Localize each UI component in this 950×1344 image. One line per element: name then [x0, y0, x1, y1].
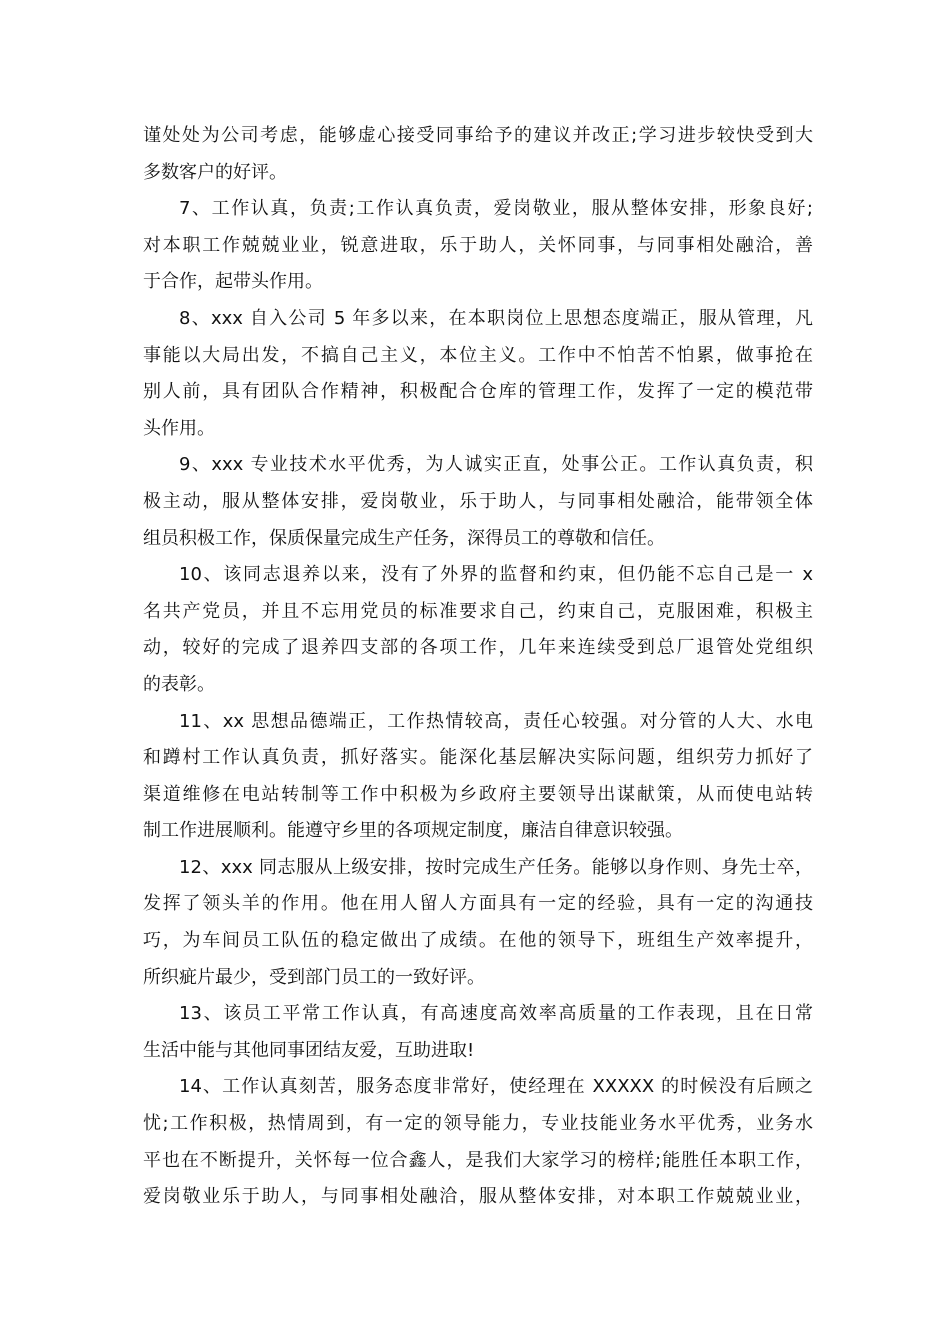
text-line: 巧，为车间员工队伍的稳定做出了成绩。在他的领导下，班组生产效率提升，	[143, 930, 813, 952]
paragraph-first-line: 12、xxx 同志服从上级安排，按时完成生产任务。能够以身作则、身先士卒，	[179, 856, 813, 878]
document-body	[143, 118, 813, 1216]
text-line: 事能以大局出发，不搞自己主义，本位主义。工作中不怕苦不怕累，做事抢在	[143, 344, 813, 366]
text-line: 极主动，服从整体安排，爱岗敬业，乐于助人，与同事相处融洽，能带领全体	[143, 490, 813, 512]
paragraph-first-line: 13、该员工平常工作认真，有高速度高效率高质量的工作表现，且在日常	[179, 1003, 813, 1025]
paragraph-first-line: 7、工作认真，负责;工作认真负责，爱岗敬业，服从整体安排，形象良好;	[179, 198, 813, 220]
paragraph-first-line: 11、xx 思想品德端正，工作热情较高，责任心较强。对分管的人大、水电	[179, 710, 813, 732]
text-line: 名共产党员，并且不忘用党员的标准要求自己，约束自己，克服困难，积极主	[143, 600, 813, 622]
text-line: 于合作，起带头作用。	[143, 271, 323, 293]
text-line: 对本职工作兢兢业业，锐意进取，乐于助人，关怀同事，与同事相处融洽，善	[143, 234, 813, 256]
text-line: 的表彰。	[143, 673, 215, 695]
text-line: 别人前，具有团队合作精神，积极配合仓库的管理工作，发挥了一定的模范带	[143, 381, 813, 403]
text-line: 爱岗敬业乐于助人，与同事相处融洽，服从整体安排，对本职工作兢兢业业，	[143, 1186, 813, 1208]
paragraph-first-line: 9、xxx 专业技术水平优秀，为人诚实正直，处事公正。工作认真负责，积	[179, 454, 813, 476]
text-line: 谨处处为公司考虑，能够虚心接受同事给予的建议并改正;学习进步较快受到大	[143, 125, 813, 146]
text-line: 动，较好的完成了退养四支部的各项工作，几年来连续受到总厂退管处党组织	[143, 637, 813, 659]
text-line: 忧;工作积极，热情周到，有一定的领导能力，专业技能业务水平优秀，业务水	[143, 1113, 813, 1135]
paragraph-first-line: 10、该同志退养以来，没有了外界的监督和约束，但仍能不忘自己是一 x	[179, 564, 813, 586]
text-line: 和蹲村工作认真负责，抓好落实。能深化基层解决实际问题，组织劳力抓好了	[143, 747, 813, 769]
text-line: 组员积极工作，保质保量完成生产任务，深得员工的尊敬和信任。	[143, 527, 665, 549]
paragraph-first-line: 8、xxx 自入公司 5 年多以来，在本职岗位上思想态度端正，服从管理，凡	[179, 307, 813, 329]
text-line: 所织疵片最少，受到部门员工的一致好评。	[143, 966, 485, 988]
text-line: 制工作进展顺利。能遵守乡里的各项规定制度，廉洁自律意识较强。	[143, 820, 683, 842]
text-line: 发挥了领头羊的作用。他在用人留人方面具有一定的经验，具有一定的沟通技	[143, 893, 813, 915]
text-line: 平也在不断提升，关怀每一位合鑫人，是我们大家学习的榜样;能胜任本职工作，	[143, 1149, 813, 1171]
text-line: 渠道维修在电站转制等工作中积极为乡政府主要领导出谋献策，从而使电站转	[143, 783, 813, 805]
text-line: 多数客户的好评。	[143, 161, 287, 183]
text-line: 头作用。	[143, 417, 215, 439]
text-line: 生活中能与其他同事团结友爱，互助进取!	[143, 1039, 475, 1061]
paragraph-first-line: 14、工作认真刻苦，服务态度非常好，使经理在 XXXXX 的时候没有后顾之	[179, 1076, 813, 1098]
